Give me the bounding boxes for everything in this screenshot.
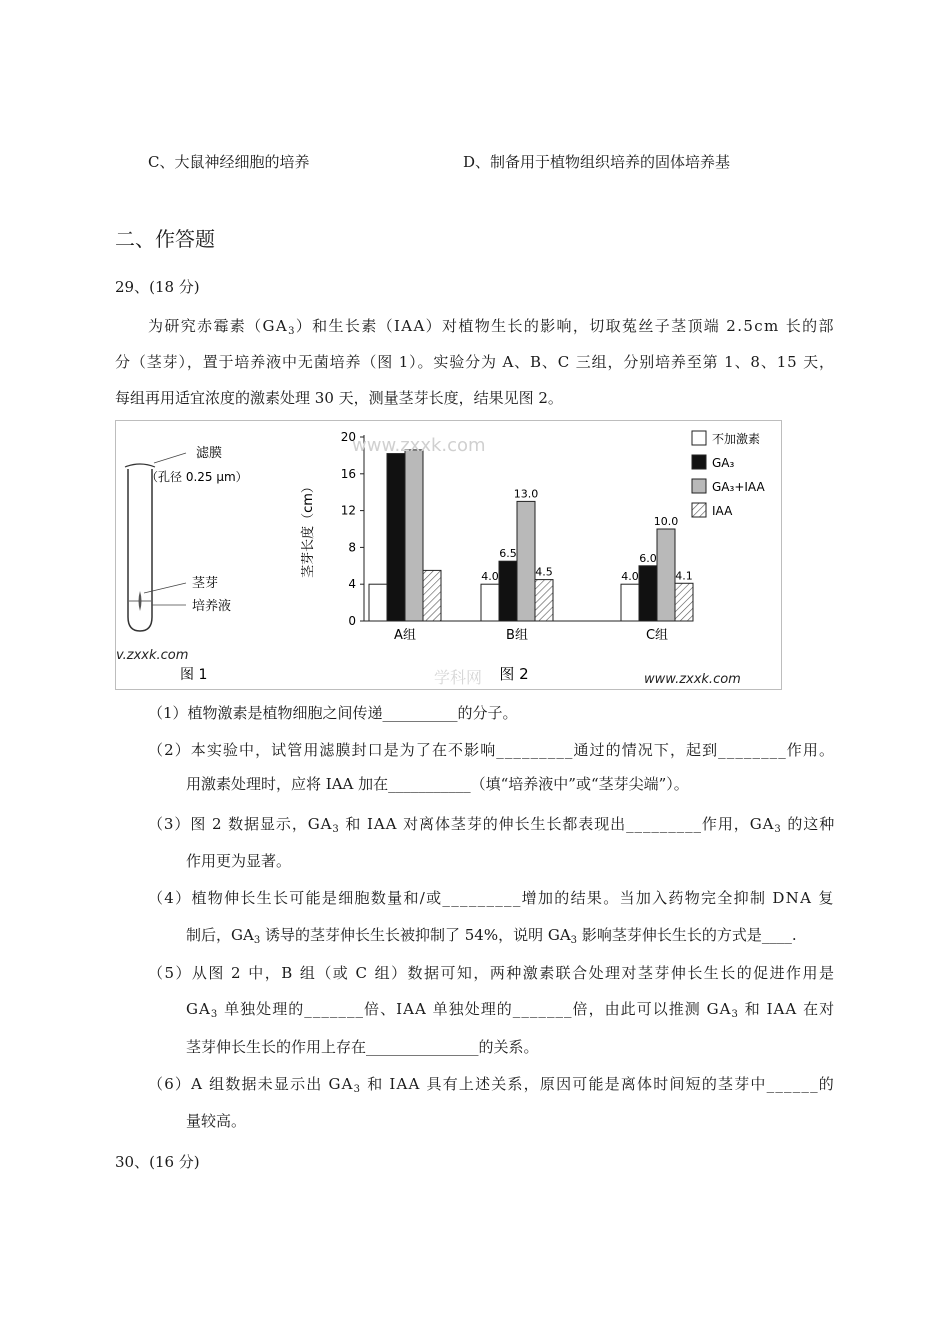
legend-swatch — [692, 431, 706, 445]
text-segment: 制后，GA — [186, 926, 254, 944]
section-heading: 二、作答题 — [115, 227, 215, 251]
subscript: 3 — [353, 1084, 362, 1095]
chart-title: 图 2 — [499, 665, 529, 683]
subquestion-6-line — [148, 1073, 835, 1101]
text-segment: 分（茎芽），置于培养液中无菌培养（图 1）。实验分为 A、B、C 三组，分别培养至第 1、8、15 天， — [115, 353, 835, 371]
legend-swatch — [692, 455, 706, 469]
subscript: 3 — [731, 1009, 739, 1020]
subquestion-2-line — [148, 739, 835, 761]
subscript: 3 — [253, 935, 261, 946]
intro-line — [115, 351, 835, 373]
subquestion-3-line — [148, 813, 835, 841]
watermark-center: 学科网 — [434, 668, 483, 687]
figure-1-caption: 图 1 — [180, 667, 208, 683]
text-segment: 的这种 — [781, 815, 836, 833]
text-segment: （4）植物伸长生长可能是细胞数量和/或_________增加的结果。当加入药物完全抑制 DNA 复 — [148, 889, 835, 907]
bar-value-label: 4.0 — [481, 570, 499, 584]
bar — [657, 529, 675, 621]
subquestion-5-line — [186, 1036, 539, 1058]
figure-svg — [116, 421, 781, 689]
subquestion-5-line — [186, 998, 835, 1026]
bar — [675, 583, 693, 621]
label-membrane: 滤膜 — [196, 446, 223, 461]
figure-1 — [116, 445, 248, 683]
subscript: 3 — [288, 326, 296, 337]
category-label: B组 — [506, 628, 528, 643]
subscript: 3 — [210, 1009, 219, 1020]
bar-value-label: 6.5 — [499, 547, 517, 561]
bud-shape — [139, 591, 142, 611]
subscript: 3 — [570, 935, 578, 946]
subscript: 3 — [774, 824, 782, 835]
text-segment: 为研究赤霉素（GA — [148, 317, 289, 335]
bar-value-label: 4.5 — [535, 565, 553, 579]
text-segment: 影响茎芽伸长生长的方式是____. — [577, 926, 797, 944]
intro-line — [148, 315, 835, 343]
bar — [387, 454, 405, 621]
question-30-header: 30、(16 分) — [115, 1153, 200, 1171]
subquestion-1-line — [148, 702, 518, 724]
legend-swatch — [692, 479, 706, 493]
bar — [517, 501, 535, 621]
text-segment: 作用更为显著。 — [186, 852, 292, 870]
subquestion-5-line — [148, 962, 835, 984]
watermark-left: v.zxxk.com — [116, 648, 189, 663]
y-tick-label: 0 — [348, 614, 356, 628]
text-segment: GA — [186, 1000, 211, 1018]
subquestion-2-line — [186, 773, 689, 795]
bar — [405, 450, 423, 621]
y-tick-label: 20 — [340, 430, 356, 444]
text-segment: 和 IAA 对离体茎芽的伸长生长都表现出_________作用，GA — [339, 815, 775, 833]
y-tick-label: 16 — [340, 466, 356, 481]
intro-line — [115, 387, 563, 409]
bar — [621, 584, 639, 621]
choice-c: C、大鼠神经细胞的培养 — [148, 153, 310, 171]
category-label: C组 — [645, 628, 669, 643]
text-segment: 和 IAA 具有上述关系，原因可能是离体时间短的茎芽中______的 — [361, 1075, 835, 1093]
legend-label: IAA — [712, 504, 733, 518]
text-segment: （3）图 2 数据显示，GA — [148, 815, 333, 833]
pointer-membrane — [154, 453, 186, 463]
tube-rim — [125, 464, 155, 467]
text-segment: 单独处理的_______倍、IAA 单独处理的_______倍，由此可以推测 GA — [218, 1000, 732, 1018]
bar-value-label: 4.1 — [675, 569, 693, 583]
bar — [369, 584, 387, 621]
watermark-bottom-right: www.zxxk.com — [644, 672, 741, 687]
legend-swatch — [692, 503, 706, 517]
pointer-bud — [144, 583, 186, 593]
subquestion-4-line — [186, 924, 797, 952]
figure-panel — [115, 420, 782, 690]
legend-label: 不加激素 — [712, 432, 761, 446]
y-tick-label: 4 — [348, 577, 356, 592]
legend-label: GA₃+IAA — [712, 480, 765, 494]
subquestion-6-line — [186, 1110, 246, 1132]
choice-d: D、制备用于植物组织培养的固体培养基 — [463, 153, 731, 171]
text-segment: 和 IAA 在对 — [738, 1000, 836, 1018]
text-segment: 用激素处理时，应将 IAA 加在___________（填“培养液中”或“茎芽尖端”）。 — [186, 775, 689, 793]
bar — [639, 566, 657, 621]
y-tick-label: 12 — [340, 503, 356, 518]
bar-value-label: 6.0 — [639, 551, 657, 565]
bar-value-label: 4.0 — [621, 570, 639, 584]
bar — [423, 570, 441, 621]
category-label: A组 — [394, 628, 416, 643]
text-segment: 茎芽伸长生长的作用上存在_______________的关系。 — [186, 1038, 539, 1056]
text-segment: （2）本实验中，试管用滤膜封口是为了在不影响_________通过的情况下，起到________作用。 — [148, 741, 836, 759]
text-segment: 诱导的茎芽伸长生长被抑制了 54%，说明 GA — [260, 926, 571, 944]
subquestion-4-line — [148, 887, 835, 909]
y-axis-label: 茎芽长度（cm） — [301, 480, 316, 578]
label-medium: 培养液 — [192, 599, 232, 614]
bar-value-label: 10.0 — [653, 515, 679, 528]
label-pore: （孔径 0.25 μm） — [146, 470, 248, 484]
bar-value-label: 13.0 — [513, 487, 539, 501]
bar — [499, 561, 517, 621]
text-segment: 量较高。 — [186, 1112, 247, 1130]
subquestion-3-line — [186, 850, 291, 872]
bar — [481, 584, 499, 621]
label-bud: 茎芽 — [192, 576, 219, 591]
y-tick-label: 8 — [348, 540, 356, 555]
watermark-top: www.zxxk.com — [352, 435, 486, 456]
text-segment: （1）植物激素是植物细胞之间传递__________的分子。 — [148, 704, 518, 722]
text-segment: 每组再用适宜浓度的激素处理 30 天，测量茎芽长度，结果见图 2。 — [115, 389, 563, 407]
legend-label: GA₃ — [712, 456, 735, 470]
subscript: 3 — [332, 824, 340, 835]
text-segment: （6）A 组数据未显示出 GA — [148, 1075, 354, 1093]
text-segment: （5）从图 2 中，B 组（或 C 组）数据可知，两种激素联合处理对茎芽伸长生长的促进作用是 — [148, 964, 836, 982]
bar — [535, 580, 553, 621]
question-29-header: 29、(18 分) — [115, 278, 200, 296]
text-segment: ）和生长素（IAA）对植物生长的影响，切取菟丝子茎顶端 2.5cm 长的部 — [295, 317, 835, 335]
figure-2-chart — [300, 430, 765, 683]
